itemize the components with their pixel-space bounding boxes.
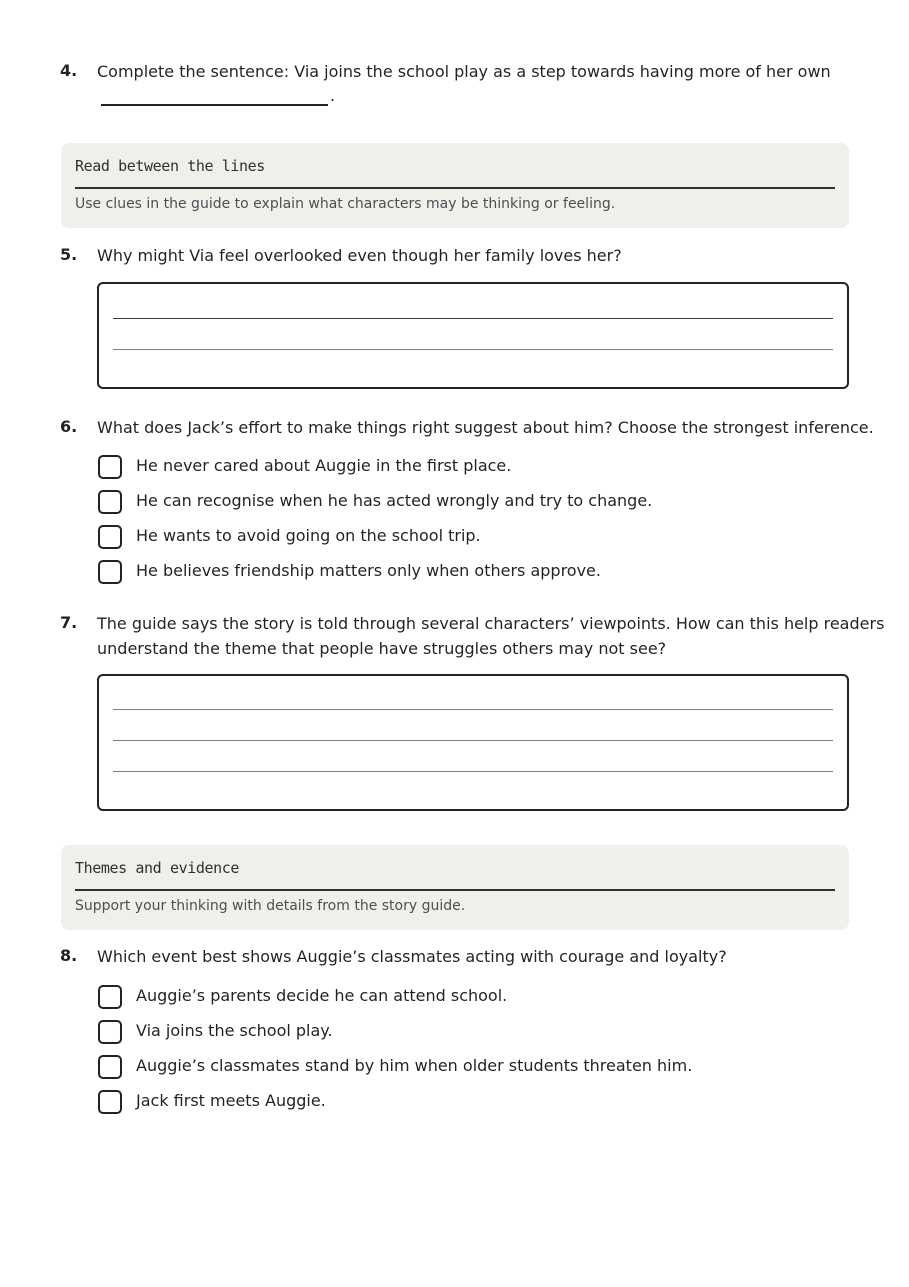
option-label: Jack first meets Auggie. — [136, 1091, 326, 1110]
option-label: Auggie’s classmates stand by him when older students threaten him. — [136, 1056, 693, 1075]
checkbox[interactable] — [98, 985, 122, 1009]
section-themes-evidence — [61, 845, 849, 930]
option-label: He can recognise when he has acted wrongly and try to change. — [136, 491, 653, 510]
option-label: He never cared about Auggie in the first place. — [136, 456, 512, 475]
section-read-between-lines — [61, 143, 849, 228]
checkbox[interactable] — [98, 560, 122, 584]
question-text-5: Why might Via feel overlooked even though her family loves her? — [97, 246, 622, 265]
option-label: Auggie’s parents decide he can attend school. — [136, 986, 508, 1005]
writing-line — [113, 740, 833, 741]
writing-line — [113, 709, 833, 710]
option-label: Via joins the school play. — [136, 1021, 333, 1040]
question-number-4: 4. — [60, 61, 78, 80]
section-description: Support your thinking with details from the story guide. — [75, 898, 466, 914]
answer-box-7[interactable] — [97, 674, 849, 811]
section-title: Themes and evidence — [75, 859, 239, 877]
writing-line — [113, 349, 833, 350]
question-text-4: Complete the sentence: Via joins the school play as a step towards having more of her own — [97, 62, 831, 81]
answer-box-5[interactable] — [97, 282, 849, 389]
option-label: He believes friendship matters only when others approve. — [136, 561, 601, 580]
question-text-7-line2: understand the theme that people have struggles others may not see? — [97, 639, 667, 658]
question-text-8: Which event best shows Auggie’s classmates acting with courage and loyalty? — [97, 947, 727, 966]
checkbox[interactable] — [98, 1020, 122, 1044]
checkbox[interactable] — [98, 455, 122, 479]
checkbox[interactable] — [98, 1055, 122, 1079]
checkbox[interactable] — [98, 1090, 122, 1114]
question-number-6: 6. — [60, 417, 78, 436]
question-text-7-line1: The guide says the story is told through several characters’ viewpoints. How can this help readers — [97, 614, 885, 633]
section-divider — [75, 187, 835, 189]
question-number-5: 5. — [60, 245, 78, 264]
checkbox[interactable] — [98, 490, 122, 514]
section-title: Read between the lines — [75, 157, 265, 175]
writing-line — [113, 318, 833, 319]
question-number-8: 8. — [60, 946, 78, 965]
writing-line — [113, 771, 833, 772]
sentence-period: . — [330, 86, 336, 105]
fill-in-blank[interactable] — [101, 104, 328, 106]
question-number-7: 7. — [60, 613, 78, 632]
question-text-6: What does Jack’s effort to make things right suggest about him? Choose the strongest inference. — [97, 418, 874, 437]
section-description: Use clues in the guide to explain what characters may be thinking or feeling. — [75, 196, 616, 212]
section-divider — [75, 889, 835, 891]
option-label: He wants to avoid going on the school trip. — [136, 526, 481, 545]
checkbox[interactable] — [98, 525, 122, 549]
